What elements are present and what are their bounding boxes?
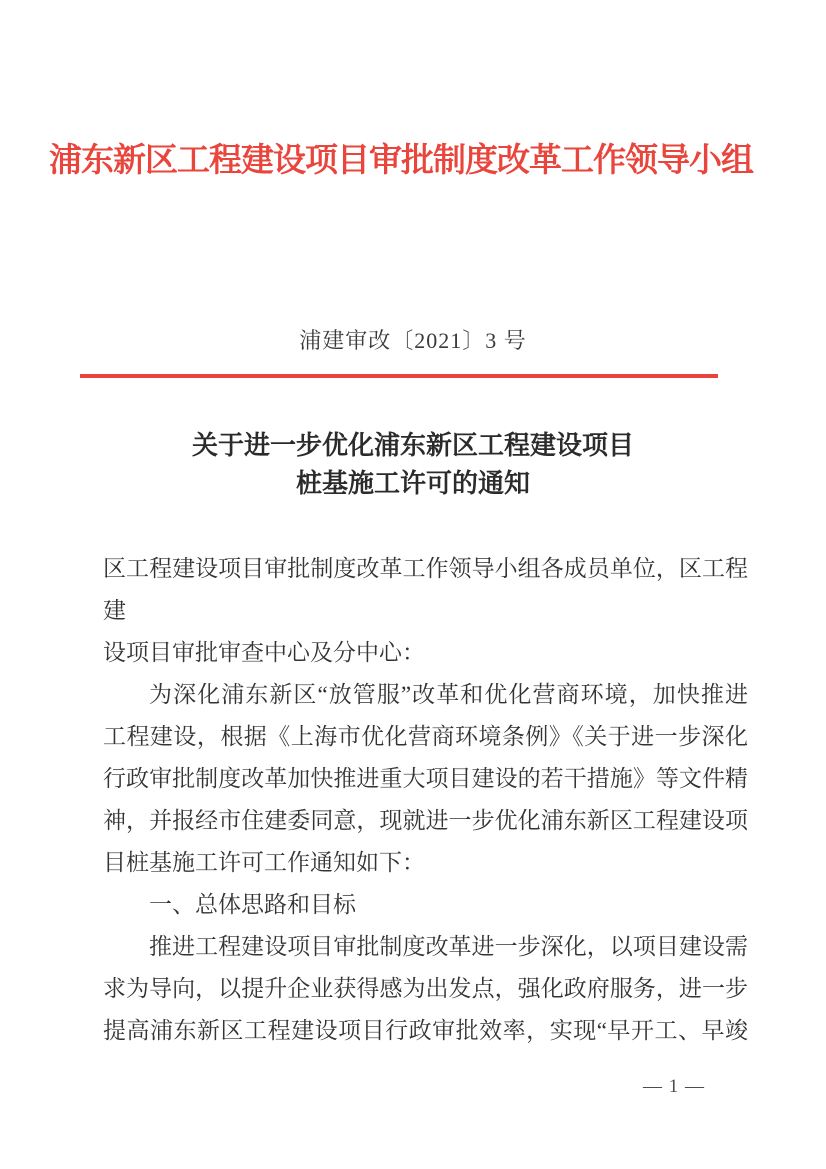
document-title [0, 427, 826, 503]
body-line: 设项目审批审查中心及分中心： [103, 640, 425, 665]
body-line: 提高浦东新区工程建设项目行政审批效率，实现“早开工、早竣 [103, 1018, 748, 1043]
body-line: 求为导向，以提升企业获得感为出发点，强化政府服务，进一步 [103, 976, 748, 1001]
body-line: 行政审批制度改革加快推进重大项目建设的若干措施》等文件精 [103, 766, 748, 791]
body-line: 目桩基施工许可工作通知如下： [103, 850, 425, 875]
body-line: 工程建设，根据《上海市优化营商环境条例》《关于进一步深化 [103, 724, 748, 749]
document-body [103, 548, 748, 1052]
page-number: — 1 — [643, 1076, 705, 1097]
body-line: 区工程建设项目审批制度改革工作领导小组各成员单位，区工程建 [103, 556, 748, 623]
body-line: 为深化浦东新区“放管服”改革和优化营商环境，加快推进 [149, 682, 748, 707]
document-masthead: 浦东新区工程建设项目审批制度改革工作领导小组 [49, 143, 753, 179]
title-line-1: 关于进一步优化浦东新区工程建设项目 [191, 431, 634, 460]
body-section-heading: 一、总体思路和目标 [149, 892, 356, 917]
doc-reference-number: 浦建审改〔2021〕3 号 [299, 328, 527, 353]
body-line: 神，并报经市住建委同意，现就进一步优化浦东新区工程建设项 [103, 808, 748, 833]
title-line-2: 桩基施工许可的通知 [295, 469, 530, 498]
body-line: 推进工程建设项目审批制度改革进一步深化，以项目建设需 [149, 934, 748, 959]
red-separator-rule [80, 374, 718, 378]
